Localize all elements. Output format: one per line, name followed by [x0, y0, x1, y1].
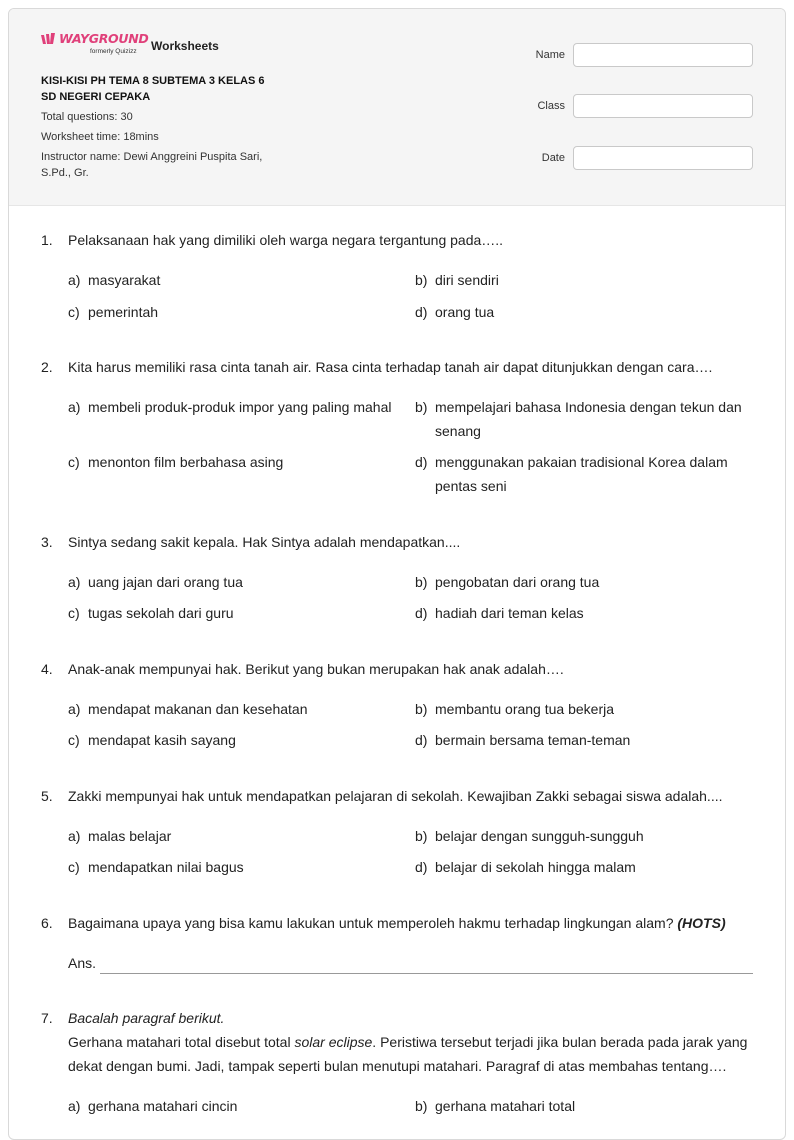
option-text: pemerintah: [88, 304, 159, 320]
wayground-logo: [41, 31, 149, 59]
instructor-name: Instructor name: Dewi Anggreini Puspita Sari, S.Pd., Gr.: [41, 151, 263, 179]
name-label: Name: [535, 49, 565, 61]
question-number: 4.: [41, 661, 53, 677]
answer-line[interactable]: [100, 973, 753, 974]
date-label: Date: [541, 152, 565, 164]
option-letter: a): [68, 701, 81, 717]
option-letter: c): [68, 859, 80, 875]
question-number: 5.: [41, 788, 53, 804]
option-text: gerhana matahari cincin: [88, 1098, 238, 1114]
option-text: belajar di sekolah hingga malam: [435, 859, 636, 875]
option-text: masyarakat: [88, 272, 161, 288]
title-line-1: KISI-KISI PH TEMA 8 SUBTEMA 3 KELAS 6: [41, 75, 265, 87]
option-letter: c): [68, 732, 80, 748]
option-letter: b): [415, 574, 428, 590]
option-letter: d): [415, 304, 428, 320]
date-field-row: [542, 146, 753, 170]
question-number: 2.: [41, 359, 53, 375]
question-text: Bagaimana upaya yang bisa kamu lakukan untuk memperoleh hakmu terhadap lingkungan alam?: [68, 915, 674, 931]
question-body: [68, 1006, 753, 1078]
total-questions: Total questions: 30: [41, 111, 133, 123]
worksheets-label: Worksheets: [151, 39, 219, 53]
option-text: mempelajari bahasa Indonesia dengan tekun dan senang: [435, 399, 742, 439]
option-text: menggunakan pakaian tradisional Korea dalam pentas seni: [435, 454, 728, 494]
worksheet-page: [8, 8, 786, 1140]
option-text: membeli produk-produk impor yang paling mahal: [88, 399, 392, 415]
question-paragraph: [68, 1030, 753, 1078]
option-letter: c): [68, 605, 80, 621]
question-intro: Bacalah paragraf berikut.: [68, 1010, 225, 1026]
paragraph-emphasis: solar eclipse: [294, 1034, 373, 1050]
option-text: membantu orang tua bekerja: [435, 701, 614, 717]
date-field[interactable]: [573, 146, 753, 170]
class-field[interactable]: [573, 94, 753, 118]
question-text: Sintya sedang sakit kepala. Hak Sintya adalah mendapatkan....: [68, 534, 461, 550]
worksheet-header: [9, 9, 785, 206]
brand-row: [41, 31, 219, 59]
option-text: belajar dengan sungguh-sungguh: [435, 828, 644, 844]
option-text: menonton film berbahasa asing: [88, 454, 284, 470]
option-text: tugas sekolah dari guru: [88, 605, 234, 621]
option-text: orang tua: [435, 304, 495, 320]
option-text: mendapat makanan dan kesehatan: [88, 701, 308, 717]
option-letter: d): [415, 454, 428, 470]
worksheet-time: Worksheet time: 18mins: [41, 131, 159, 143]
question-text: Kita harus memiliki rasa cinta tanah air. Rasa cinta terhadap tanah air dapat ditunjukkan dengan cara….: [68, 359, 713, 375]
option-letter: b): [415, 828, 428, 844]
option-letter: d): [415, 732, 428, 748]
option-letter: a): [68, 399, 81, 415]
option-letter: a): [68, 574, 81, 590]
question-text: Pelaksanaan hak yang dimiliki oleh warga negara tergantung pada…..: [68, 232, 504, 248]
question-text-wrapper: [68, 911, 753, 935]
option-text: uang jajan dari orang tua: [88, 574, 243, 590]
option-letter: b): [415, 399, 428, 415]
question-text: Zakki mempunyai hak untuk mendapatkan pelajaran di sekolah. Kewajiban Zakki sebagai siswa adalah....: [68, 788, 723, 804]
option-text: diri sendiri: [435, 272, 499, 288]
paragraph-part-1: Gerhana matahari total disebut total: [68, 1034, 295, 1050]
logo-tagline: formerly Quizizz: [90, 48, 137, 55]
option-letter: b): [415, 701, 428, 717]
question-number: 3.: [41, 534, 53, 550]
logo-wordmark: WAYGROUND: [59, 31, 149, 46]
question-number: 1.: [41, 232, 53, 248]
logo-mark-icon: [41, 33, 59, 45]
option-letter: c): [68, 454, 80, 470]
option-text: mendapat kasih sayang: [88, 732, 236, 748]
option-letter: c): [68, 304, 80, 320]
question-text: Anak-anak mempunyai hak. Berikut yang bukan merupakan hak anak adalah….: [68, 661, 564, 677]
name-field-row: [536, 43, 753, 67]
option-letter: a): [68, 1098, 81, 1114]
title-line-2: SD NEGERI CEPAKA: [41, 91, 151, 103]
option-letter: a): [68, 272, 81, 288]
question-number: 6.: [41, 915, 53, 931]
name-field[interactable]: [573, 43, 753, 67]
class-label: Class: [537, 100, 565, 112]
option-text: malas belajar: [88, 828, 172, 844]
option-letter: a): [68, 828, 81, 844]
option-text: mendapatkan nilai bagus: [88, 859, 244, 875]
option-text: hadiah dari teman kelas: [435, 605, 584, 621]
option-text: bermain bersama teman-teman: [435, 732, 631, 748]
option-letter: d): [415, 605, 428, 621]
answer-label: Ans.: [68, 955, 97, 971]
hots-emphasis: (HOTS): [677, 915, 726, 931]
question-number: 7.: [41, 1010, 53, 1026]
option-letter: b): [415, 272, 428, 288]
worksheet-title: [41, 73, 301, 105]
option-letter: d): [415, 859, 428, 875]
paragraph-part-2: . Peristiwa tersebut terjadi jika bulan berada pada jarak yang dekat dengan bumi. Jadi, tampak seperti bulan menutupi matahari. Paragraf di atas membahas tentang….: [68, 1034, 748, 1074]
option-text: pengobatan dari orang tua: [435, 574, 600, 590]
class-field-row: [537, 94, 753, 118]
option-text: gerhana matahari total: [435, 1098, 576, 1114]
option-letter: b): [415, 1098, 428, 1114]
